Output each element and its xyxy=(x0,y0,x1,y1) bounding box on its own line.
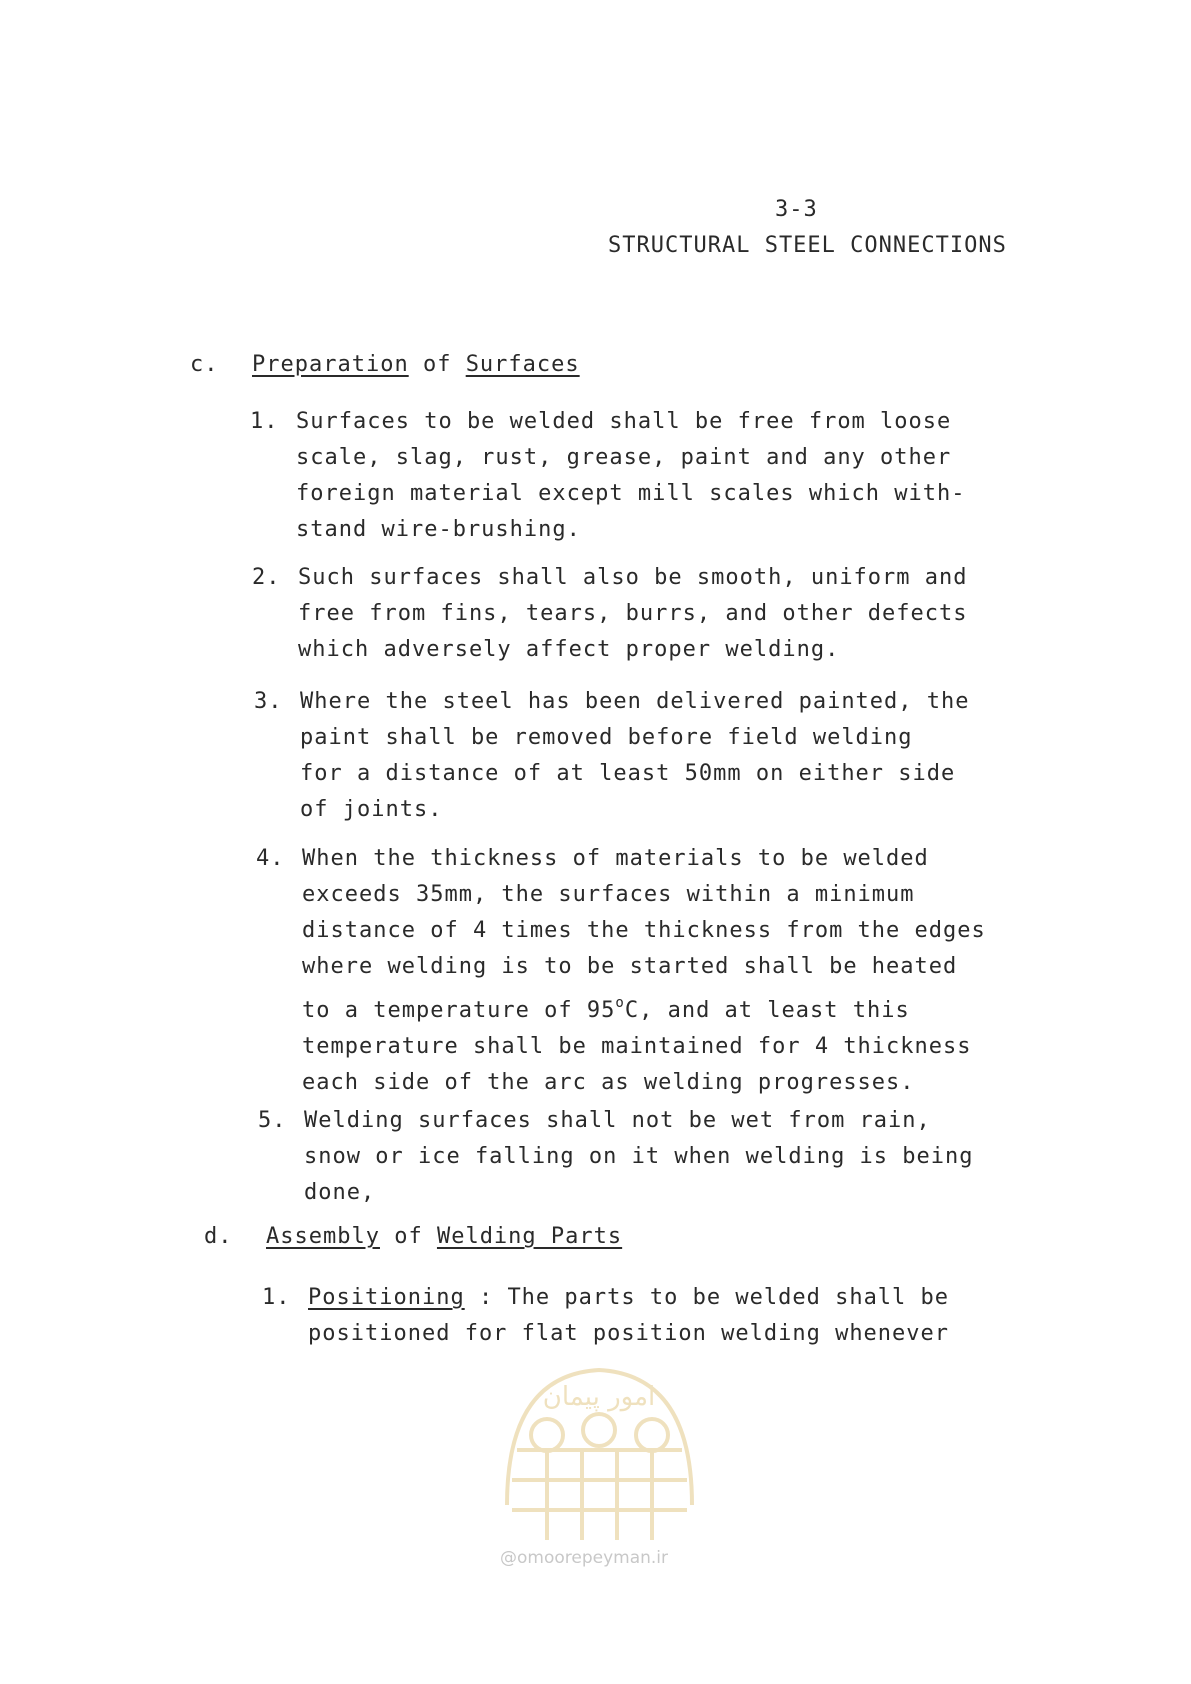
item-line-rest: : The parts to be welded shall be xyxy=(464,1285,950,1310)
item-line: foreign material except mill scales which with- xyxy=(296,481,966,506)
list-item xyxy=(252,560,968,668)
degree-superscript: o xyxy=(615,995,625,1011)
item-line: positioned for flat position welding whenever xyxy=(308,1321,950,1346)
item-line: free from fins, tears, burrs, and other defects xyxy=(298,601,968,626)
section-letter: d. xyxy=(204,1224,233,1249)
item-line: each side of the arc as welding progresses. xyxy=(302,1070,915,1095)
item-line: Welding surfaces shall not be wet from rain, xyxy=(304,1108,931,1133)
item-line: of joints. xyxy=(300,797,443,822)
heading-connector: of xyxy=(408,352,466,377)
item-line: paint shall be removed before field welding xyxy=(300,725,913,750)
list-item xyxy=(254,684,970,828)
list-item xyxy=(256,841,986,1101)
item-number: 1. xyxy=(250,409,279,434)
item-line: done, xyxy=(304,1180,376,1205)
item-number: 3. xyxy=(254,689,283,714)
item-number: 2. xyxy=(252,565,281,590)
item-number: 1. xyxy=(262,1285,291,1310)
item-number: 4. xyxy=(256,846,285,871)
item-line-temperature xyxy=(302,985,986,1029)
section-d-heading xyxy=(204,1224,622,1249)
item-line: Where the steel has been delivered painted, the xyxy=(300,689,970,714)
item-line: When the thickness of materials to be welded xyxy=(302,846,929,871)
item-line: Surfaces to be welded shall be free from loose xyxy=(296,409,952,434)
temperature-text-rest: C, and at least this xyxy=(624,998,910,1023)
list-item xyxy=(262,1280,949,1352)
heading-word: Assembly xyxy=(266,1224,380,1249)
item-line: snow or ice falling on it when welding is being xyxy=(304,1144,974,1169)
list-item xyxy=(250,404,966,548)
item-number: 5. xyxy=(258,1108,287,1133)
item-line: where welding is to be started shall be heated xyxy=(302,954,958,979)
item-line: scale, slag, rust, grease, paint and any other xyxy=(296,445,952,470)
item-line: exceeds 35mm, the surfaces within a minimum xyxy=(302,882,915,907)
watermark-seal-icon xyxy=(487,1355,712,1545)
heading-connector: of xyxy=(379,1224,437,1249)
item-line: stand wire-brushing. xyxy=(296,517,581,542)
item-term: Positioning xyxy=(308,1285,465,1310)
section-c-heading xyxy=(190,352,580,377)
item-line xyxy=(308,1280,949,1316)
heading-word: Surfaces xyxy=(465,352,580,377)
page-header-title: STRUCTURAL STEEL CONNECTIONS xyxy=(608,233,1007,258)
item-line: which adversely affect proper welding. xyxy=(298,637,840,662)
item-line: for a distance of at least 50mm on either side xyxy=(300,761,956,786)
list-item xyxy=(258,1103,974,1211)
seal-lettering: امور پیمان xyxy=(542,1382,656,1412)
item-line: Such surfaces shall also be smooth, uniform and xyxy=(298,565,968,590)
item-line: temperature shall be maintained for 4 thickness xyxy=(302,1034,972,1059)
heading-word: Preparation xyxy=(252,352,409,377)
watermark-url: @omoorepeyman.ir xyxy=(500,1548,669,1568)
item-line: distance of 4 times the thickness from the edges xyxy=(302,918,986,943)
temperature-text: to a temperature of 95 xyxy=(302,998,616,1023)
page-number: 3-3 xyxy=(775,197,818,222)
heading-word: Welding Parts xyxy=(436,1224,623,1249)
section-letter: c. xyxy=(190,352,219,377)
